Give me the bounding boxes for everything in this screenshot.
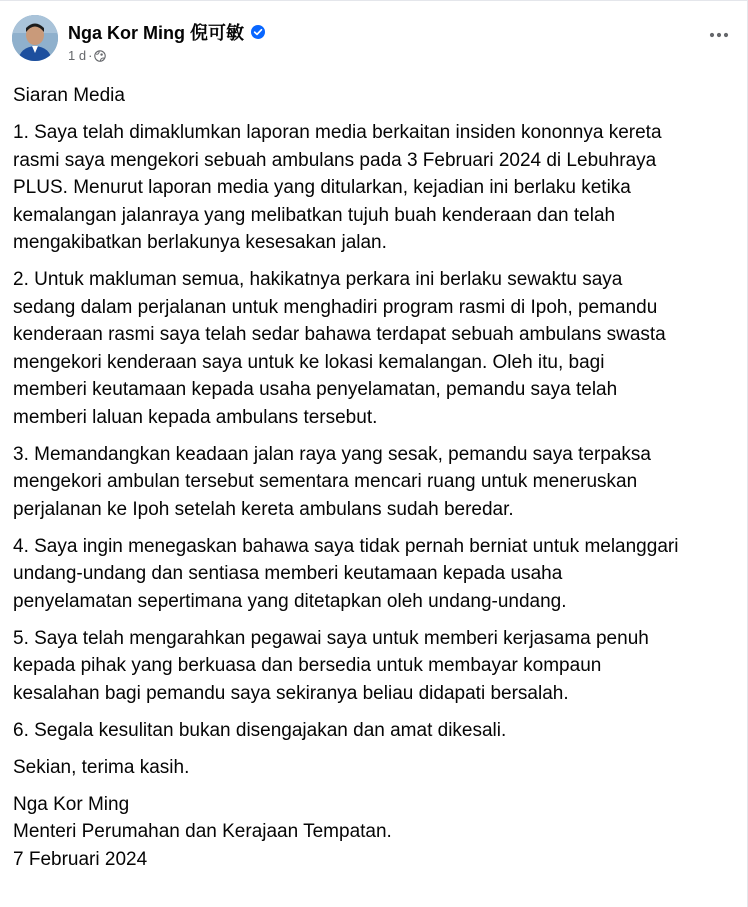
more-options-icon[interactable] bbox=[705, 25, 733, 45]
post-body bbox=[13, 82, 733, 883]
globe-icon bbox=[94, 50, 106, 62]
post-paragraph-1: 1. Saya telah dimaklumkan laporan media berkaitan insiden kononnya kereta rasmi saya mengekori sebuah ambulans pada 3 Februari 2024 di Lebuhraya PLUS. Menurut laporan media yang ditularkan, kejadian ini berlaku ketika kemalangan jalanraya yang melibatkan tujuh buah kenderaan dan telah mengakibatkan berlakunya kesesakan jalan. bbox=[13, 122, 662, 253]
post-signature: Nga Kor Ming Menteri Perumahan dan Kerajaan Tempatan. 7 Februari 2024 bbox=[13, 793, 392, 870]
post-timestamp[interactable]: 1 d bbox=[68, 48, 87, 63]
post-paragraph-2: 2. Untuk makluman semua, hakikatnya perkara ini berlaku sewaktu saya sedang dalam perjalanan untuk menghadiri program rasmi di Ipoh, pemandu kenderaan rasmi saya telah sedar bahawa terdapat sebuah ambulans swasta mengekori kenderaan saya untuk ke lokasi kemalangan. Oleh itu, bagi memberi keutamaan kepada usaha penyelamatan, pemandu saya telah memberi laluan kepada ambulans tersebut. bbox=[13, 269, 666, 428]
post-paragraph-4: 4. Saya ingin menegaskan bahawa saya tidak pernah berniat untuk melanggari undang-undang dan sentiasa memberi keutamaan kepada usaha penyelamatan sepertimana yang ditetapkan oleh undang-undang. bbox=[13, 535, 679, 612]
post-paragraph-6: 6. Segala kesulitan bukan disengajakan dan amat dikesali. bbox=[13, 719, 507, 741]
author-avatar[interactable] bbox=[12, 15, 58, 61]
post-paragraph-heading: Siaran Media bbox=[13, 85, 125, 106]
author-name[interactable]: Nga Kor Ming 倪可敏 bbox=[68, 23, 244, 43]
avatar-photo bbox=[12, 15, 58, 61]
post-header bbox=[12, 15, 735, 63]
post-paragraph-3: 3. Memandangkan keadaan jalan raya yang sesak, pemandu saya terpaksa mengekori ambulan tersebut sementara mencari ruang untuk meneruskan perjalanan ke Ipoh setelah kereta ambulans sudah beredar. bbox=[13, 443, 651, 520]
post-meta bbox=[68, 48, 106, 63]
meta-separator: · bbox=[88, 48, 93, 63]
author-name-row bbox=[68, 19, 266, 45]
post-closing: Sekian, terima kasih. bbox=[13, 756, 190, 778]
post-paragraph-5: 5. Saya telah mengarahkan pegawai saya untuk memberi kerjasama penuh kepada pihak yang berkuasa dan bersedia untuk membayar kompaun kesalahan bagi pemandu saya sekiranya beliau didapati bersalah. bbox=[13, 627, 649, 704]
verified-badge-icon bbox=[250, 24, 266, 40]
